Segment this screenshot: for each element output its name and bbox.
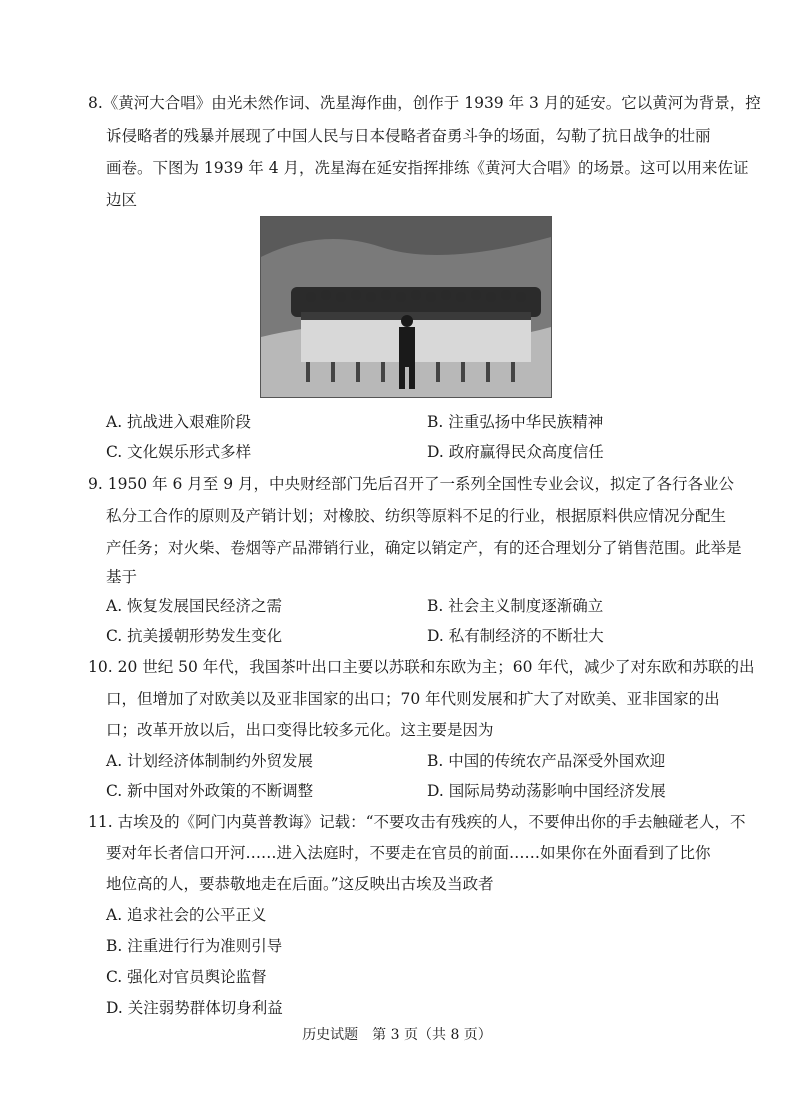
q9-option-c: C. 抗美援朝形势发生变化 <box>106 627 283 645</box>
q10-option-c: C. 新中国对外政策的不断调整 <box>106 782 314 800</box>
q9-line-4: 基于 <box>106 568 138 586</box>
q11-option-c: C. 强化对官员舆论监督 <box>106 968 267 986</box>
q11-line-3: 地位高的人，要恭敬地走在后面。”这反映出古埃及当政者 <box>106 875 494 893</box>
page-footer: 历史试题 第 3 页（共 8 页） <box>302 1027 492 1043</box>
q8-line-1: 8.《黄河大合唱》由光未然作词、冼星海作曲，创作于 1939 年 3 月的延安。它以黄河为背景，控 <box>88 94 761 112</box>
q11-option-b: B. 注重进行行为准则引导 <box>106 937 283 955</box>
q8-option-d: D. 政府赢得民众高度信任 <box>427 443 604 461</box>
choir-rehearsal-photo <box>260 216 552 398</box>
q9-option-d: D. 私有制经济的不断壮大 <box>427 627 604 645</box>
q8-line-2: 诉侵略者的残暴并展现了中国人民与日本侵略者奋勇斗争的场面，勾勒了抗日战争的壮丽 <box>106 127 711 145</box>
q9-option-a: A. 恢复发展国民经济之需 <box>106 597 283 615</box>
q10-option-a: A. 计划经济体制制约外贸发展 <box>106 752 314 770</box>
q9-line-3: 产任务；对火柴、卷烟等产品滞销行业，确定以销定产，有的还合理划分了销售范围。此举是 <box>106 539 742 557</box>
q10-option-b: B. 中国的传统农产品深受外国欢迎 <box>427 752 666 770</box>
q11-option-d: D. 关注弱势群体切身利益 <box>106 999 283 1017</box>
q10-line-1: 10. 20 世纪 50 年代，我国茶叶出口主要以苏联和东欧为主；60 年代，减少了对东欧和苏联的出 <box>88 658 755 676</box>
q11-line-1: 11. 古埃及的《阿门内莫普教诲》记载：“不要攻击有残疾的人，不要伸出你的手去触碰老人，不 <box>88 813 746 831</box>
q8-option-b: B. 注重弘扬中华民族精神 <box>427 413 604 431</box>
q9-option-b: B. 社会主义制度逐渐确立 <box>427 597 604 615</box>
q8-option-a: A. 抗战进入艰难阶段 <box>106 413 252 431</box>
q8-option-c: C. 文化娱乐形式多样 <box>106 443 252 461</box>
q10-line-3: 口；改革开放以后，出口变得比较多元化。这主要是因为 <box>106 721 494 739</box>
q8-line-3: 画卷。下图为 1939 年 4 月，冼星海在延安指挥排练《黄河大合唱》的场景。这可以用来佐证 <box>106 159 749 177</box>
q11-option-a: A. 追求社会的公平正义 <box>106 906 267 924</box>
photo-illustration <box>261 217 551 397</box>
q10-line-2: 口，但增加了对欧美以及亚非国家的出口；70 年代则发展和扩大了对欧美、亚非国家的出 <box>106 690 720 708</box>
q9-line-2: 私分工合作的原则及产销计划；对橡胶、纺织等原料不足的行业，根据原料供应情况分配生 <box>106 507 727 525</box>
q9-line-1: 9. 1950 年 6 月至 9 月，中央财经部门先后召开了一系列全国性专业会议，拟定了各行各业公 <box>88 475 735 493</box>
q11-line-2: 要对年长者信口开河……进入法庭时，不要走在官员的前面……如果你在外面看到了比你 <box>106 844 711 862</box>
q10-option-d: D. 国际局势动荡影响中国经济发展 <box>427 782 666 800</box>
q8-line-4: 边区 <box>106 191 138 209</box>
